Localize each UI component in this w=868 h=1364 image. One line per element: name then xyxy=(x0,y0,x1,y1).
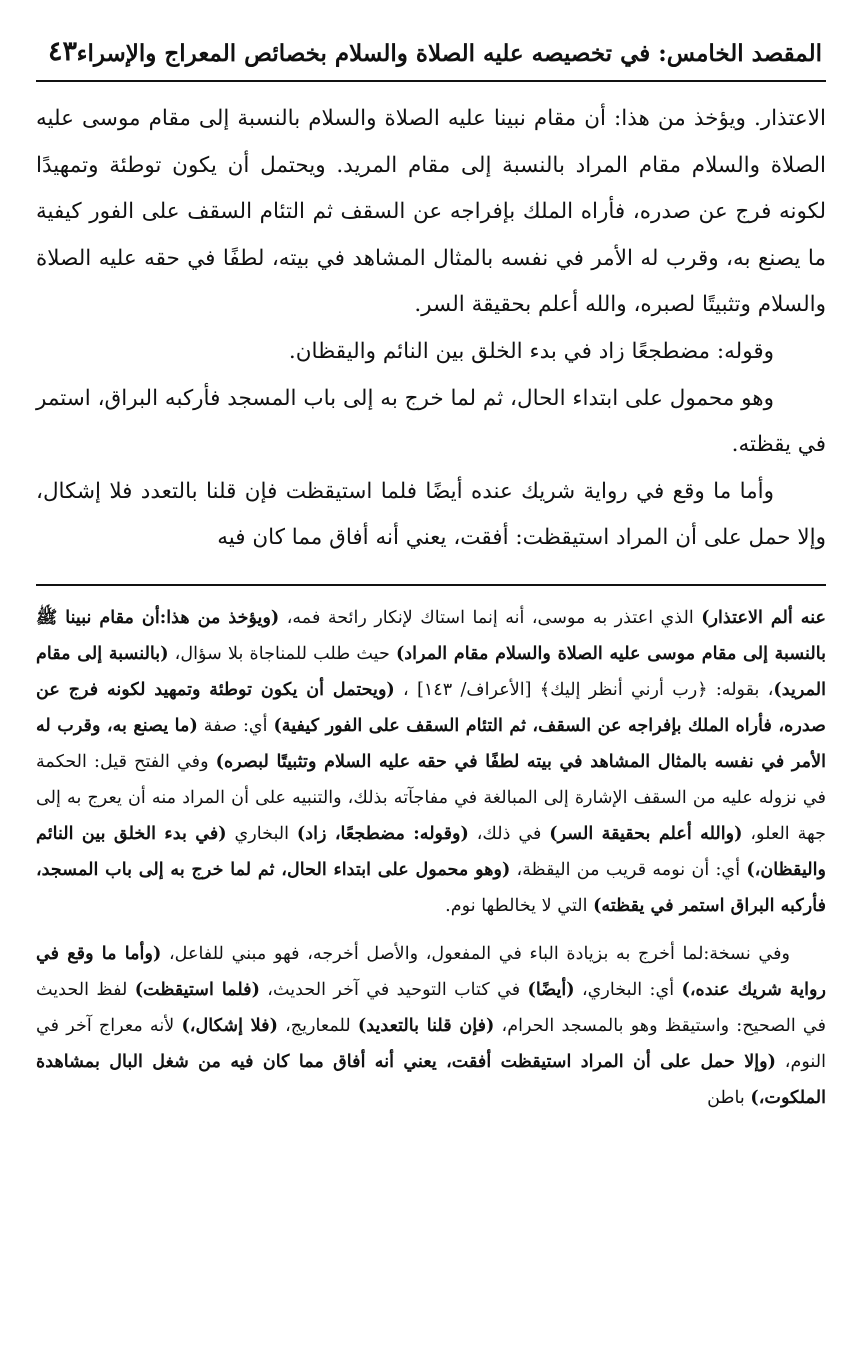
commentary-text: الذي اعتذر به موسى، أنه إنما استاك لإنكار رائحة فمه، xyxy=(279,607,702,628)
quoted-text: (والله أعلم بحقيقة السر) xyxy=(549,822,743,844)
commentary-text: للمعاريج، xyxy=(277,1015,358,1036)
quoted-text: (وأما ما وقع في رواية شريك عنده،) xyxy=(36,942,826,1000)
commentary-text: وفي نسخة:لما أخرج به بزيادة الباء في المفعول، والأصل أخرجه، فهو مبني للفاعل، xyxy=(161,943,790,964)
quoted-text: (في بدء الخلق بين النائم واليقظان،) xyxy=(36,822,826,880)
commentary-text: أي: البخاري، xyxy=(574,979,682,1000)
commentary-text: ، بقوله: ﴿رب أرني أنظر إليك﴾ [الأعراف/ ١٤٣] ، xyxy=(394,679,774,700)
page-header xyxy=(36,30,826,82)
quoted-text: (ويحتمل أن يكون توطئة وتمهيد لكونه فرج عن صدره، فأراه الملك بإفراجه عن السقف، ثم التئام السقف على الفور كيفية) xyxy=(36,678,826,736)
quoted-text: (أيضًا) xyxy=(527,978,575,1000)
quoted-text: (وقوله: مضطجعًا، زاد) xyxy=(296,822,469,844)
running-header-title: المقصد الخامس: في تخصيصه عليه الصلاة والسلام بخصائص المعراج والإسراء xyxy=(76,40,822,67)
commentary-text: حيث طلب للمناجاة بلا سؤال، xyxy=(168,643,396,664)
commentary-paragraph-2 xyxy=(36,936,826,1116)
commentary-text: التي لا يخالطها نوم. xyxy=(445,895,594,916)
quoted-text: عنه ألم الاعتذار) xyxy=(701,606,826,628)
quoted-text: (فلما استيقظت) xyxy=(134,978,260,1000)
quoted-text: (وهو محمول على ابتداء الحال، ثم لما خرج به إلى باب المسجد، فأركبه البراق استمر في يقظته) xyxy=(36,858,826,916)
main-paragraph-4: وأما ما وقع في رواية شريك عنده أيضًا فلما استيقظت فإن قلنا بالتعدد فلا إشكال، وإلا حمل على أن المراد استيقظت: أفقت، يعني أنه أفاق مما كان فيه xyxy=(36,478,826,551)
quoted-text: (بالنسبة إلى مقام المريد) xyxy=(36,642,826,700)
commentary-divider xyxy=(36,584,826,586)
commentary xyxy=(36,600,826,1116)
main-paragraph-2: وقوله: مضطجعًا زاد في بدء الخلق بين النائم واليقظان. xyxy=(288,338,774,364)
commentary-text: أي: أن نومه قريب من اليقظة، xyxy=(510,859,747,880)
commentary-text: أي: صفة xyxy=(197,715,274,736)
commentary-text: باطن xyxy=(707,1087,751,1108)
main-paragraph-3: وهو محمول على ابتداء الحال، ثم لما خرج به إلى باب المسجد فأركبه البراق، استمر في يقظته. xyxy=(36,385,826,458)
commentary-text: وفي الفتح قيل: الحكمة في نزوله عليه من السقف الإشارة إلى المبالغة في مفاجآته بذلك، والتنبيه على أن المراد منه أن يعرج به إلى جهة العلو، xyxy=(36,751,826,844)
commentary-text: لأنه معراج آخر في النوم، xyxy=(36,1015,826,1072)
commentary-text: البخاري xyxy=(226,823,297,844)
page-number: ٤٣ xyxy=(48,36,78,67)
quoted-text: (فلا إشكال،) xyxy=(181,1014,278,1036)
commentary-text: في كتاب التوحيد في آخر الحديث، xyxy=(259,979,528,1000)
commentary-text: في ذلك، xyxy=(468,823,550,844)
commentary-text: لفظ الحديث في الصحيح: واستيقظ وهو بالمسجد الحرام، xyxy=(36,979,826,1036)
quoted-text: (فإن قلنا بالتعديد) xyxy=(357,1014,495,1036)
quoted-text: (ويؤخذ من هذا:أن مقام نبينا ﷺ بالنسبة إلى مقام موسى عليه الصلاة والسلام مقام المراد) xyxy=(36,606,826,664)
quoted-text: (وإلا حمل على أن المراد استيقظت أفقت، يعني أنه أفاق مما كان فيه من شغل البال بمشاهدة الملكوت،) xyxy=(36,1050,826,1108)
quoted-text: (ما يصنع به، وقرب له الأمر في نفسه بالمثال المشاهد في بيته لطفًا في حقه عليه السلام وتثبيتًا لبصره) xyxy=(36,714,826,772)
main-paragraph-1: الاعتذار. ويؤخذ من هذا: أن مقام نبينا عليه الصلاة والسلام بالنسبة إلى مقام موسى عليه الصلاة والسلام مقام المراد بالنسبة إلى مقام المريد. ويحتمل أن يكون توطئة وتمهيدًا لكونه فرج عن صدره، فأراه الملك بإفراجه عن السقف ثم التئام السقف على الفور كيفية ما يصنع به، وقرب له الأمر في نفسه بالمثال المشاهد في بيته، لطفًا في حقه عليه الصلاة والسلام وتثبيتًا لصبره، والله أعلم بحقيقة السر. xyxy=(36,106,826,318)
main-text xyxy=(36,96,826,562)
commentary-paragraph-1 xyxy=(36,600,826,924)
